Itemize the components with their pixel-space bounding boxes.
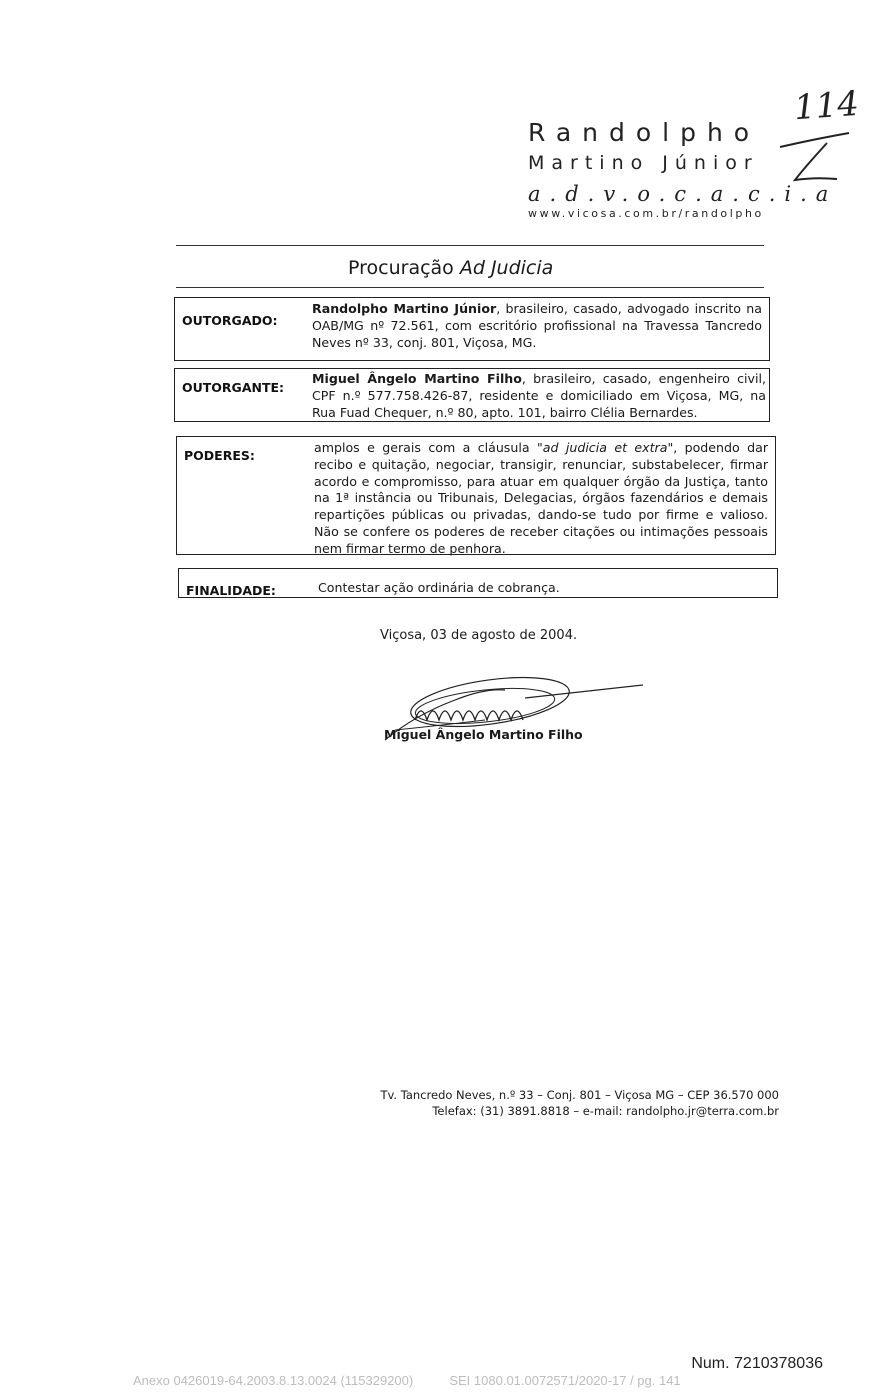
finalidade-label: FINALIDADE: — [186, 583, 276, 598]
poderes-label: PODERES: — [184, 448, 255, 463]
finalidade-text: Contestar ação ordinária de cobrança. — [318, 580, 560, 595]
poderes-text-before: amplos e gerais com a cláusula " — [314, 440, 543, 455]
document-title-italic: Ad Judicia — [459, 257, 554, 279]
outorgado-text — [312, 301, 762, 351]
outorgante-details: , brasileiro, casado, engenheiro civil, CPF n.º 577.758.426-87, residente e domiciliado em Viçosa, MG, na Rua Fuad Chequer, n.º 80, apto. 101, bairro Clélia Bernardes. — [312, 371, 766, 420]
handwritten-mark — [775, 125, 855, 190]
title-rule-top — [176, 245, 764, 246]
title-rule-bottom — [176, 287, 764, 288]
letterhead-website: www.vicosa.com.br/randolpho — [528, 207, 764, 220]
outorgado-name: Randolpho Martino Júnior — [312, 301, 497, 316]
poderes-text — [314, 440, 768, 558]
footer-address: Tv. Tancredo Neves, n.º 33 – Conj. 801 – Viçosa MG – CEP 36.570 000 — [380, 1088, 779, 1102]
letterhead-name: Randolpho — [528, 118, 761, 147]
document-title — [348, 257, 553, 279]
document-number: Num. 7210378036 — [691, 1355, 823, 1372]
outorgado-label: OUTORGADO: — [182, 313, 278, 328]
annex-reference: Anexo 0426019-64.2003.8.13.0024 (115329200) SEI 1080.01.0072571/2020-17 / pg. 141 — [133, 1373, 681, 1388]
outorgado-details: , brasileiro, casado, advogado inscrito na OAB/MG nº 72.561, com escritório profissional na Travessa Tancredo Neves nº 33, conj. 801, Viçosa, MG. — [312, 301, 762, 350]
handwritten-page-number: 114 — [792, 83, 861, 129]
letterhead-surname: Martino Júnior — [528, 152, 759, 174]
outorgante-text — [312, 371, 766, 421]
outorgante-label: OUTORGANTE: — [182, 380, 285, 395]
signer-name: Miguel Ângelo Martino Filho — [384, 727, 583, 742]
poderes-text-italic: ad judicia et extra — [542, 440, 668, 455]
letterhead-profession: a.d.v.o.c.a.c.i.a — [528, 182, 838, 206]
document-title-main: Procuração — [348, 257, 460, 279]
poderes-text-after: ", podendo dar recibo e quitação, negociar, transigir, renunciar, substabelecer, firmar acordo e compromisso, para atuar em qualquer órgão da Justiça, tanto na 1ª instância ou Tribunais, Delegacias, órgãos fazendários e demais repartições públicas ou privadas, dando-se tudo por firme e valioso. Não se confere os poderes de receber citações ou intimações pessoais nem firmar termo de penhora. — [314, 440, 768, 556]
footer-contact: Telefax: (31) 3891.8818 – e-mail: randolpho.jr@terra.com.br — [432, 1104, 779, 1118]
place-date: Viçosa, 03 de agosto de 2004. — [380, 628, 578, 643]
outorgante-name: Miguel Ângelo Martino Filho — [312, 371, 522, 386]
